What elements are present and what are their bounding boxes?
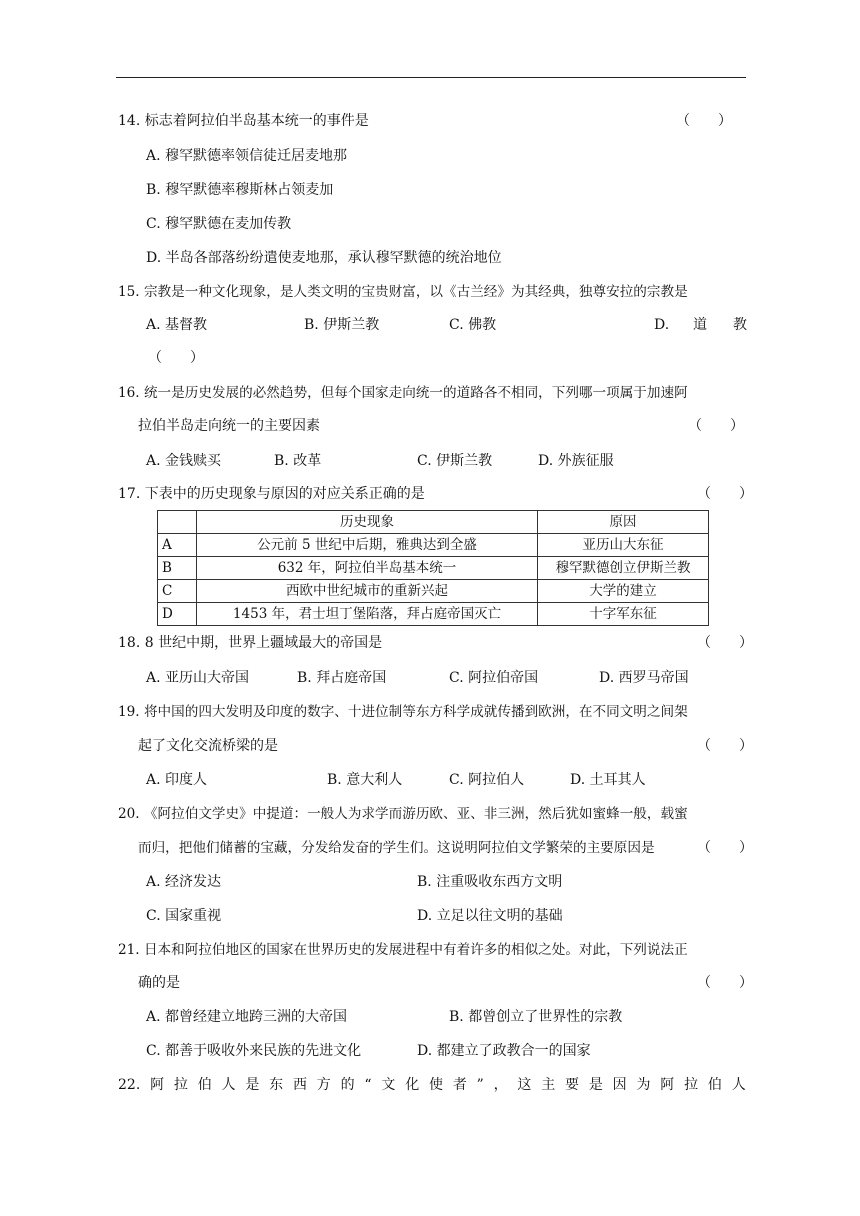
q17-stem: 17. 下表中的历史现象与原因的对应关系正确的是 — [118, 486, 425, 502]
q22-char: 的 — [340, 1077, 355, 1093]
table-header-cell — [158, 511, 197, 534]
q18-option-a: A. 亚历山大帝国 — [146, 670, 250, 686]
q18-stem: 18. 8 世纪中期，世界上疆域最大的帝国是 — [118, 635, 383, 651]
q22-char: 西 — [292, 1077, 307, 1093]
q22-char: 使 — [429, 1077, 443, 1093]
table-header-cell: 历史现象 — [197, 511, 538, 534]
q19-option-a: A. 印度人 — [146, 772, 208, 788]
q19-stem: 19. 将中国的四大发明及印度的数字、十进位制等东方科学成就传播到欧洲，在不同文明之间架 — [118, 704, 688, 720]
q22-char: 拉 — [173, 1077, 188, 1093]
q18-option-c: C. 阿拉伯帝国 — [449, 670, 539, 686]
q14-answer-paren: （ ） — [676, 113, 732, 129]
table-row — [158, 580, 709, 603]
q17-table — [157, 510, 709, 626]
table-cell: 公元前 5 世纪中后期，雅典达到全盛 — [197, 534, 538, 557]
q22-char: 为 — [636, 1077, 651, 1093]
q21-option-c: C. 都善于吸收外来民族的先进文化 — [146, 1043, 362, 1059]
q22-char: 伯 — [707, 1077, 722, 1093]
q16-option-d: D. 外族征服 — [538, 453, 614, 469]
q22-char: 伯 — [197, 1077, 212, 1093]
q19-answer-paren: （ ） — [697, 738, 753, 754]
table-cell: A — [158, 534, 197, 557]
table-cell: 大学的建立 — [538, 580, 709, 603]
q16-stem-cont: 拉伯半岛走向统一的主要因素 — [138, 418, 320, 434]
q22-char: 是 — [245, 1077, 260, 1093]
q15-option-b: B. 伊斯兰教 — [304, 317, 380, 333]
table-cell: 1453 年，君士坦丁堡陷落，拜占庭帝国灭亡 — [197, 603, 538, 626]
q22-char: 主 — [541, 1077, 556, 1093]
q21-answer-paren: （ ） — [697, 975, 753, 991]
q22-char: 是 — [588, 1077, 603, 1093]
q20-answer-paren: （ ） — [697, 840, 753, 856]
q16-option-b: B. 改革 — [274, 453, 322, 469]
q19-option-d: D. 土耳其人 — [570, 772, 646, 788]
q19-option-b: B. 意大利人 — [327, 772, 403, 788]
q22-stem — [118, 1075, 746, 1095]
q14-option-b: B. 穆罕默德率穆斯林占领麦加 — [146, 182, 334, 198]
q14-option-c: C. 穆罕默德在麦加传教 — [146, 216, 292, 232]
q22-char: ” — [476, 1077, 484, 1093]
table-cell: C — [158, 580, 197, 603]
table-cell: D — [158, 603, 197, 626]
q19-option-c: C. 阿拉伯人 — [449, 772, 525, 788]
q20-stem: 20. 《阿拉伯文学史》中提道：一般人为求学而游历欧、亚、非三洲，然后犹如蜜蜂一般，载蜜 — [118, 806, 688, 822]
table-row — [158, 603, 709, 626]
q22-char: ， — [493, 1077, 508, 1093]
q22-char: 拉 — [684, 1077, 699, 1093]
q16-stem: 16. 统一是历史发展的必然趋势，但每个国家走向统一的道路各不相同，下列哪一项属于加速阿 — [118, 385, 688, 401]
q20-option-b: B. 注重吸收东西方文明 — [417, 874, 563, 890]
q20-option-c: C. 国家重视 — [146, 908, 222, 924]
table-cell: 亚历山大东征 — [538, 534, 709, 557]
q15-stem: 15. 宗教是一种文化现象，是人类文明的宝贵财富，以《古兰经》为其经典，独尊安拉的宗教是 — [118, 284, 688, 300]
q21-stem-cont: 确的是 — [138, 975, 180, 991]
table-cell: 632 年，阿拉伯半岛基本统一 — [197, 557, 538, 580]
q15-option-a: A. 基督教 — [146, 317, 208, 333]
q22-char: 东 — [269, 1077, 284, 1093]
q22-char: 方 — [316, 1077, 331, 1093]
q20-option-a: A. 经济发达 — [146, 874, 222, 890]
q18-answer-paren: （ ） — [697, 635, 753, 651]
q14-option-d: D. 半岛各部落纷纷遣使麦地那，承认穆罕默德的统治地位 — [146, 250, 502, 266]
q22-char: 22. — [118, 1077, 141, 1093]
table-cell: 西欧中世纪城市的重新兴起 — [197, 580, 538, 603]
q20-stem-cont: 而归，把他们储蓄的宝藏，分发给发奋的学生们。这说明阿拉伯文学繁荣的主要原因是 — [138, 840, 655, 856]
q22-char: “ — [364, 1077, 372, 1093]
q15-option-d-char1: 道 — [693, 317, 707, 333]
table-cell: 十字军东征 — [538, 603, 709, 626]
table-cell: 穆罕默德创立伊斯兰教 — [538, 557, 709, 580]
q18-option-d: D. 西罗马帝国 — [599, 670, 689, 686]
q16-answer-paren: （ ） — [688, 418, 744, 434]
table-cell: B — [158, 557, 197, 580]
table-header-row — [158, 511, 709, 534]
q22-char: 者 — [452, 1077, 467, 1093]
header-rule — [116, 77, 746, 78]
table-row — [158, 534, 709, 557]
q20-option-d: D. 立足以往文明的基础 — [417, 908, 563, 924]
table-header-cell: 原因 — [538, 511, 709, 534]
q14-option-a: A. 穆罕默德率领信徒迁居麦地那 — [146, 148, 348, 164]
q22-char: 人 — [731, 1077, 746, 1093]
q15-option-d-label: D. — [654, 317, 670, 333]
q22-char: 人 — [221, 1077, 236, 1093]
q17-answer-paren: （ ） — [697, 486, 753, 502]
q15-option-c: C. 佛教 — [449, 317, 497, 333]
q15-option-d-char2: 教 — [733, 317, 747, 333]
q22-char: 化 — [405, 1077, 420, 1093]
table-row — [158, 557, 709, 580]
q22-char: 这 — [517, 1077, 532, 1093]
q22-char: 阿 — [660, 1077, 675, 1093]
q22-char: 阿 — [150, 1077, 165, 1093]
q18-option-b: B. 拜占庭帝国 — [297, 670, 387, 686]
q22-char: 文 — [381, 1077, 396, 1093]
q22-char: 因 — [612, 1077, 627, 1093]
q21-stem: 21. 日本和阿拉伯地区的国家在世界历史的发展进程中有着许多的相似之处。对此，下列说法正 — [118, 942, 688, 958]
q21-option-a: A. 都曾经建立地跨三洲的大帝国 — [146, 1009, 348, 1025]
q16-option-a: A. 金钱赎买 — [146, 453, 222, 469]
q22-char: 要 — [565, 1077, 580, 1093]
q15-answer-paren: （ ） — [148, 350, 204, 366]
q21-option-b: B. 都曾创立了世界性的宗教 — [449, 1009, 623, 1025]
q21-option-d: D. 都建立了政教合一的国家 — [417, 1043, 591, 1059]
q14-stem: 14. 标志着阿拉伯半岛基本统一的事件是 — [118, 113, 369, 129]
q19-stem-cont: 起了文化交流桥梁的是 — [138, 738, 278, 754]
q16-option-c: C. 伊斯兰教 — [417, 453, 493, 469]
